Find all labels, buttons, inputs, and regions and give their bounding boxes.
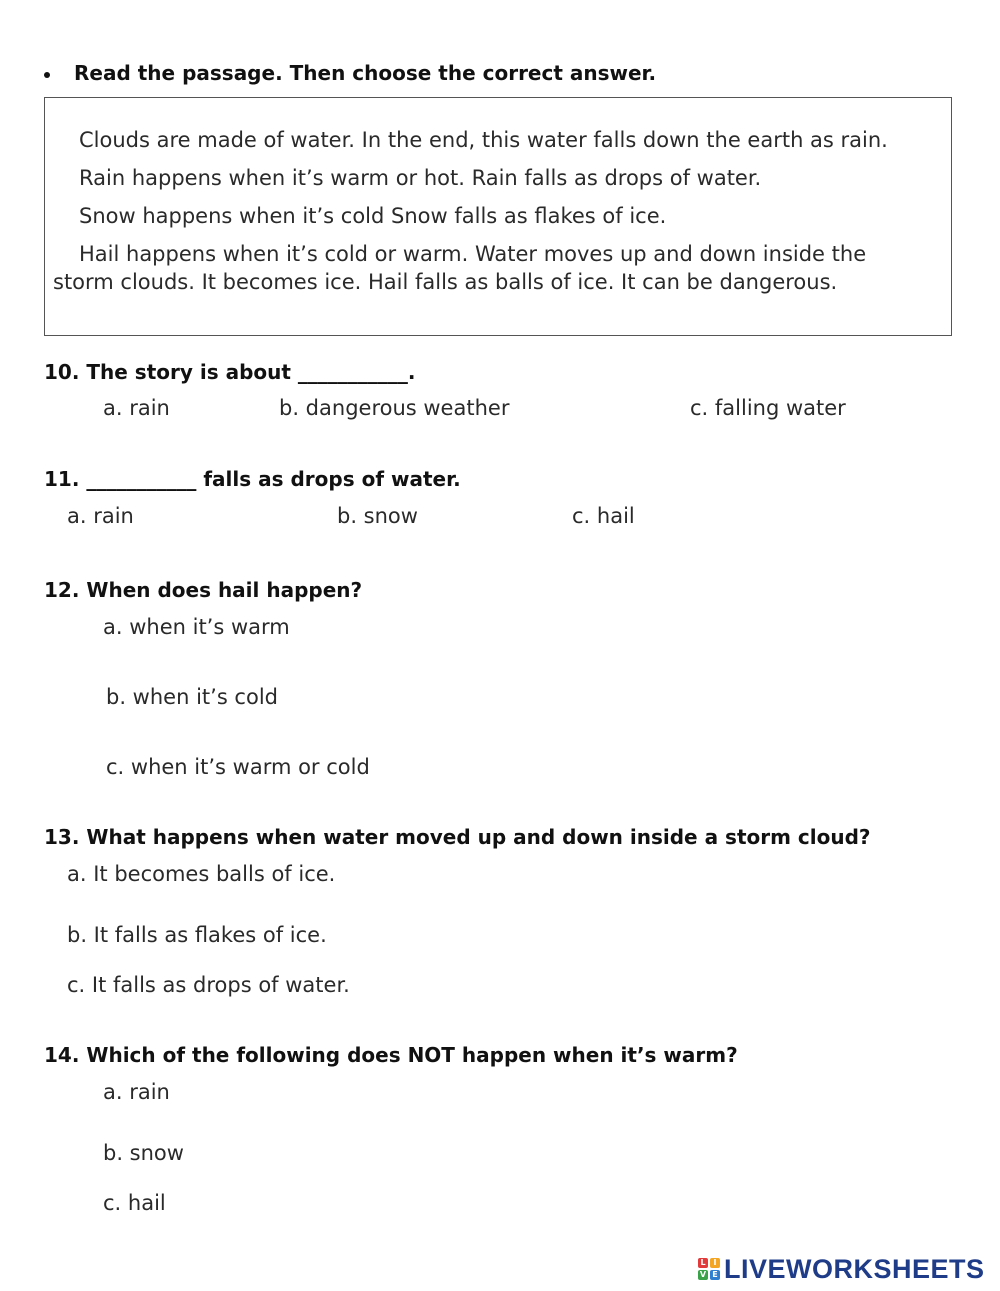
bullet-icon [44, 72, 50, 78]
logo-tile: L [698, 1258, 708, 1268]
question-12-option-b[interactable]: b. when it’s cold [106, 685, 278, 709]
logo-tiles-icon [698, 1258, 720, 1280]
question-13-option-b[interactable]: b. It falls as flakes of ice. [67, 923, 327, 947]
question-14-prompt: 14. Which of the following does NOT happen when it’s warm? [44, 1043, 738, 1067]
question-11-option-c[interactable]: c. hail [572, 504, 635, 528]
question-10-option-b[interactable]: b. dangerous weather [279, 396, 510, 420]
logo-tile: I [710, 1258, 720, 1268]
passage-line: Clouds are made of water. In the end, this water falls down the earth as rain. [79, 128, 888, 152]
question-13-prompt: 13. What happens when water moved up and down inside a storm cloud? [44, 825, 871, 849]
passage-line: storm clouds. It becomes ice. Hail falls as balls of ice. It can be dangerous. [53, 270, 838, 294]
question-14-option-b[interactable]: b. snow [103, 1141, 184, 1165]
question-11-option-a[interactable]: a. rain [67, 504, 134, 528]
question-14-option-a[interactable]: a. rain [103, 1080, 170, 1104]
logo-tile: E [710, 1270, 720, 1280]
question-10-prompt: 10. The story is about ___________. [44, 360, 416, 384]
question-12-option-a[interactable]: a. when it’s warm [103, 615, 290, 639]
passage-line: Snow happens when it’s cold Snow falls as flakes of ice. [79, 204, 667, 228]
question-10-option-a[interactable]: a. rain [103, 396, 170, 420]
question-14-option-c[interactable]: c. hail [103, 1191, 166, 1215]
question-11-prompt: 11. ___________ falls as drops of water. [44, 467, 461, 491]
question-12-prompt: 12. When does hail happen? [44, 578, 363, 602]
logo-text: LIVEWORKSHEETS [724, 1253, 985, 1284]
liveworksheets-logo[interactable] [698, 1254, 985, 1284]
instruction-heading: Read the passage. Then choose the correct answer. [74, 61, 657, 85]
question-12-option-c[interactable]: c. when it’s warm or cold [106, 755, 370, 779]
passage-line: Rain happens when it’s warm or hot. Rain falls as drops of water. [79, 166, 762, 190]
question-13-option-a[interactable]: a. It becomes balls of ice. [67, 862, 336, 886]
question-10-option-c[interactable]: c. falling water [690, 396, 846, 420]
logo-tile: V [699, 1270, 707, 1279]
question-11-option-b[interactable]: b. snow [337, 504, 418, 528]
passage-line: Hail happens when it’s cold or warm. Water moves up and down inside the [79, 242, 867, 266]
question-13-option-c[interactable]: c. It falls as drops of water. [67, 973, 350, 997]
